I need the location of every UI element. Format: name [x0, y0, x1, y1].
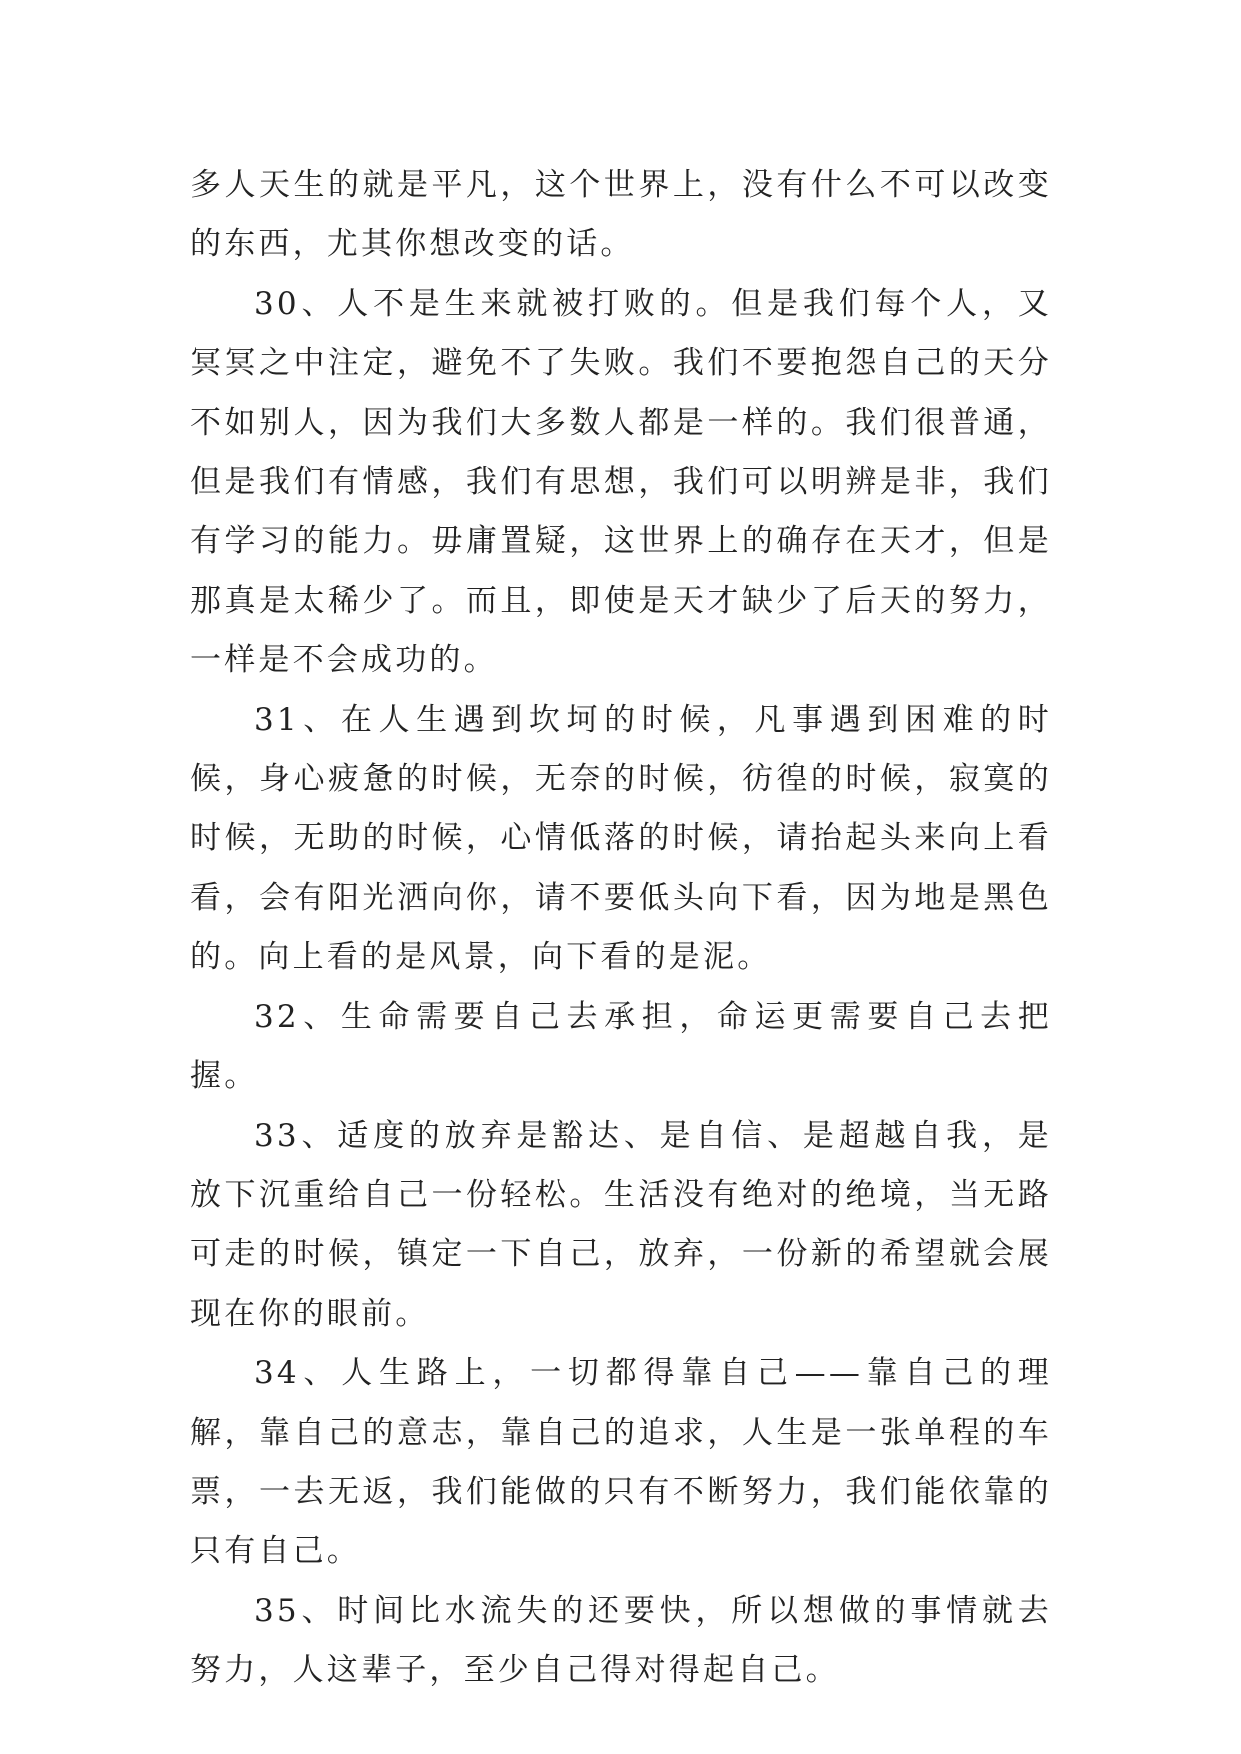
- paragraph-31: 31、在人生遇到坎坷的时候，凡事遇到困难的时候，身心疲惫的时候，无奈的时候，彷徨的时候，寂寞的时候，无助的时候，心情低落的时候，请抬起头来向上看看，会有阳光洒向你，请不要低头向下看，因为地是黑色的。向上看的是风景，向下看的是泥。: [190, 701, 1052, 976]
- paragraph-33: 33、适度的放弃是豁达、是自信、是超越自我，是放下沉重给自己一份轻松。生活没有绝对的绝境，当无路可走的时候，镇定一下自己，放弃，一份新的希望就会展现在你的眼前。: [190, 1117, 1052, 1332]
- document-body: [190, 156, 1052, 1701]
- paragraph-35: 35、时间比水流失的还要快，所以想做的事情就去努力，人这辈子，至少自己得对得起自己。: [190, 1592, 1052, 1689]
- paragraph-34: 34、人生路上，一切都得靠自己——靠自己的理解，靠自己的意志，靠自己的追求，人生是一张单程的车票，一去无返，我们能做的只有不断努力，我们能依靠的只有自己。: [190, 1355, 1052, 1570]
- paragraph-30: 30、人不是生来就被打败的。但是我们每个人，又冥冥之中注定，避免不了失败。我们不要抱怨自己的天分不如别人，因为我们大多数人都是一样的。我们很普通，但是我们有情感，我们有思想，我们可以明辨是非，我们有学习的能力。毋庸置疑，这世界上的确存在天才，但是那真是太稀少了。而且，即使是天才缺少了后天的努力，一样是不会成功的。: [190, 285, 1052, 679]
- paragraph-32: 32、生命需要自己去承担，命运更需要自己去把握。: [190, 998, 1052, 1095]
- paragraph-continued: 多人天生的就是平凡，这个世界上，没有什么不可以改变的东西，尤其你想改变的话。: [190, 167, 1052, 263]
